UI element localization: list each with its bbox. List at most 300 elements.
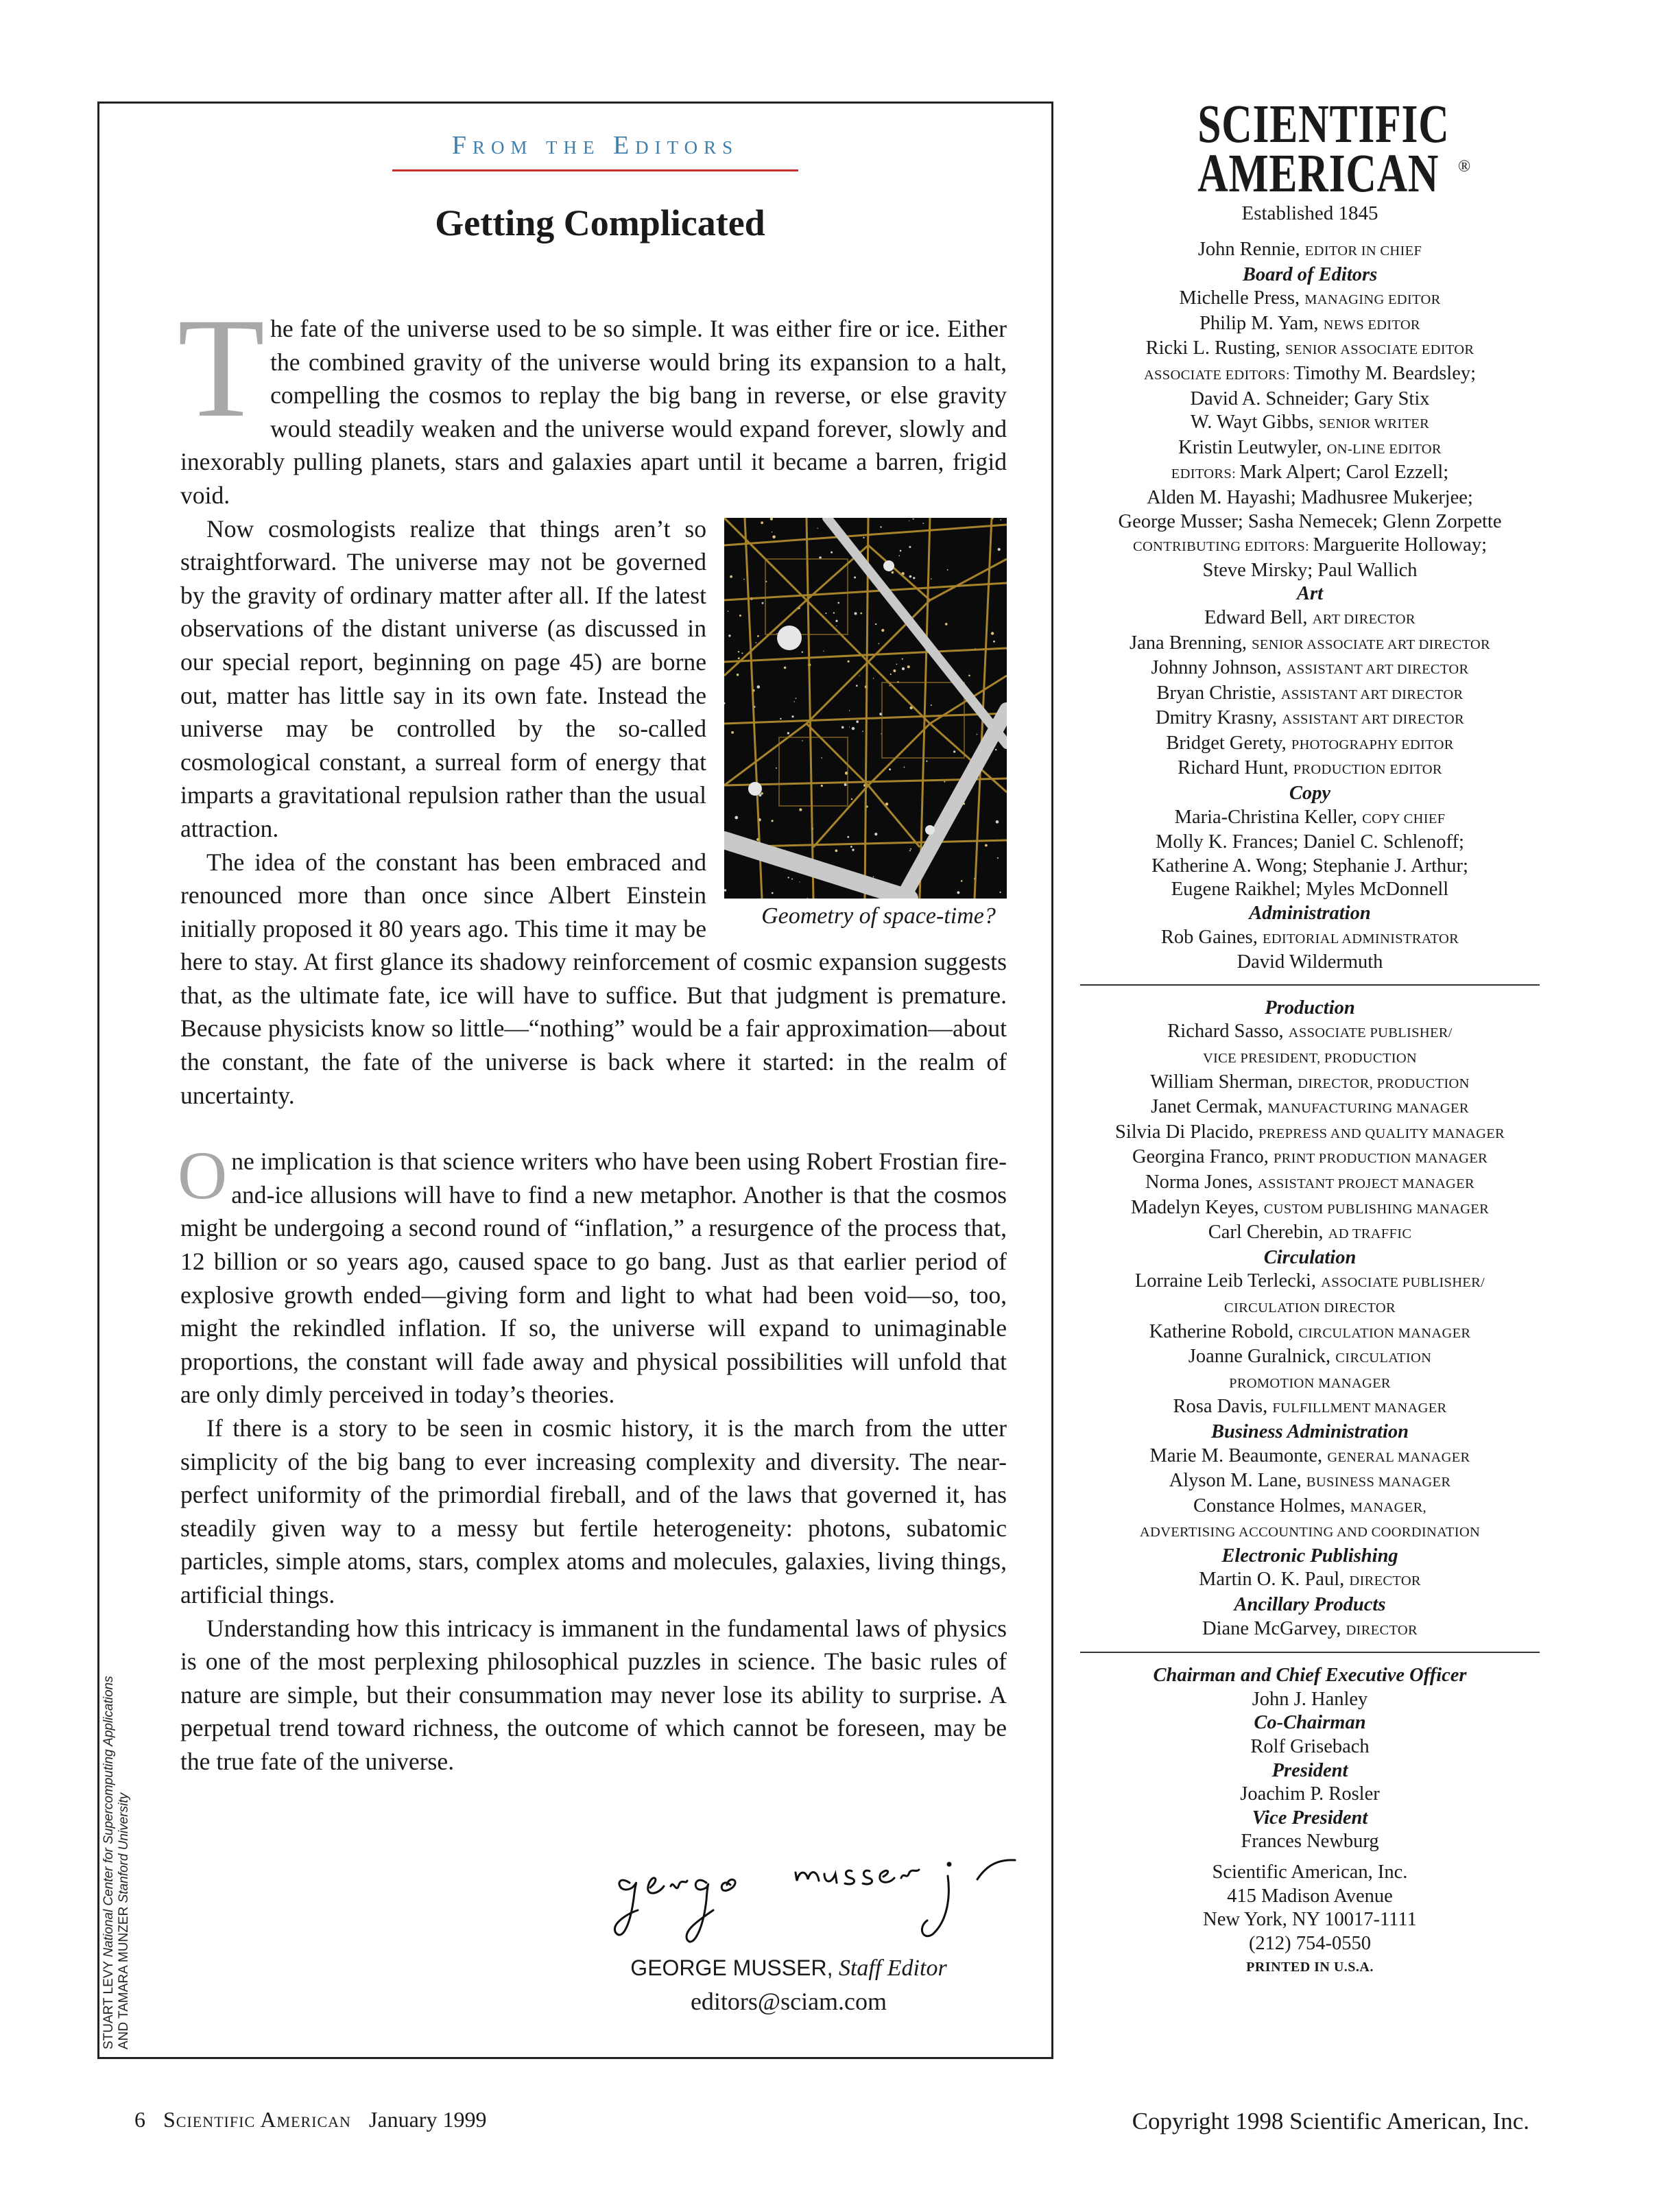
masthead-section-heading: Ancillary Products (1234, 1594, 1386, 1616)
masthead-staff-line (1070, 1370, 1550, 1396)
staff-role: SENIOR ASSOCIATE EDITOR (1285, 342, 1474, 358)
star-dot (904, 766, 905, 768)
star-dot (787, 732, 789, 734)
paragraph-1 (178, 289, 1007, 512)
masthead-staff-line (1070, 461, 1550, 486)
star-dot (910, 848, 911, 849)
staff-name: Martin O. K. Paul, (1199, 1569, 1350, 1591)
staff-name: Michelle Press, (1179, 287, 1305, 309)
star-dot (847, 835, 849, 837)
star-dot (893, 669, 896, 672)
masthead-section-heading: Copy (1289, 783, 1331, 805)
masthead-staff-line (1070, 831, 1550, 855)
masthead-staff-line (1070, 732, 1550, 757)
star-dot (838, 602, 840, 604)
kicker-underline (392, 169, 798, 171)
staff-name: William Sherman, (1150, 1071, 1298, 1093)
star-dot (873, 876, 874, 877)
staff-role: MANAGER, (1350, 1499, 1426, 1515)
paragraph-3: The idea of the constant has been embraced and renounced more than once since Albert Einstein initially proposed it 80 years ago. This time it may be here to stay. At first glance its shadowy reinforcement of cosmic expansion suggests that, as the ultimate fate, ice will have to suffice. But that judgment is premature. Because physicists know so little—“nothing” would be a fair approximation—about the constant, the fate of the universe is back where it started: in the realm of uncertainty. (180, 848, 1007, 1109)
star-dot (835, 619, 837, 621)
masthead-staff-line (1070, 1395, 1550, 1420)
staff-role: EDITOR IN CHIEF (1304, 243, 1422, 259)
staff-name: Marie M. Beaumonte, (1149, 1444, 1328, 1466)
staff-name: Mark Alpert; Carol Ezzell; (1239, 462, 1449, 484)
star-dot (944, 781, 945, 782)
star-dot (848, 660, 850, 662)
star-dot (743, 578, 745, 580)
masthead-staff-line (1070, 362, 1550, 388)
masthead-section-heading: Circulation (1263, 1246, 1357, 1268)
star-dot (854, 576, 856, 578)
staff-name: Alyson M. Lane, (1169, 1470, 1306, 1492)
star-dot (836, 625, 837, 626)
staff-name: Frances Newburg (1241, 1831, 1379, 1853)
star-dot (772, 892, 774, 894)
staff-role: CIRCULATION DIRECTOR (1224, 1300, 1396, 1316)
staff-name: Joachim P. Rosler (1240, 1783, 1380, 1805)
star-dot (730, 575, 732, 578)
logo-line-2: AMERICAN (1197, 144, 1440, 204)
star-dot (856, 720, 859, 723)
star-dot (772, 535, 776, 538)
masthead-staff-line (1070, 1885, 1550, 1909)
star-dot (794, 701, 795, 702)
issue-date: January 1999 (368, 2107, 487, 2132)
logo-line-1: SCIENTIFIC (1197, 95, 1450, 154)
masthead-staff-line (1070, 411, 1550, 436)
staff-name: Steve Mirsky; Paul Wallich (1202, 559, 1418, 581)
masthead-staff-line (1070, 757, 1550, 782)
staff-role: SENIOR WRITER (1318, 416, 1430, 432)
staff-name: David Wildermuth (1237, 951, 1383, 973)
staff-role: PRINT PRODUCTION MANAGER (1273, 1151, 1488, 1167)
masthead-staff-line (1070, 1444, 1550, 1470)
staff-role: ON-LINE EDITOR (1326, 441, 1442, 457)
masthead-staff-line (1070, 1270, 1550, 1295)
star-dot (993, 640, 995, 642)
star-dot (772, 820, 774, 822)
star-dot (738, 651, 739, 652)
masthead-divider (1080, 984, 1540, 986)
star-dot (947, 569, 948, 570)
star-dot (784, 666, 787, 669)
staff-role: MANUFACTURING MANAGER (1267, 1101, 1469, 1117)
masthead-staff-line (1070, 510, 1550, 534)
masthead-section-heading: Administration (1249, 903, 1371, 925)
star-dot (873, 678, 874, 679)
star-dot (889, 768, 891, 770)
article-headline: Getting Complicated (435, 202, 765, 243)
star-dot (791, 878, 793, 879)
editor-email: editors@sciam.com (690, 1988, 887, 2015)
star-dot (852, 726, 855, 729)
staff-role: EDITORS: (1171, 466, 1240, 482)
author-title: Staff Editor (838, 1955, 947, 1981)
star-dot (1001, 519, 1002, 521)
masthead-section-heading: Vice President (1252, 1807, 1368, 1829)
masthead-section-heading: President (1271, 1759, 1348, 1781)
staff-name: Carl Cherebin, (1208, 1222, 1328, 1244)
staff-name: Johnny Johnson, (1151, 657, 1287, 679)
star-dot (977, 733, 978, 735)
paragraph-4 (178, 1137, 1007, 1412)
printed-in-notice: PRINTED IN U.S.A. (1246, 1960, 1374, 1975)
staff-name: (212) 754-0550 (1248, 1932, 1372, 1954)
star-dot (761, 792, 763, 794)
star-dot (961, 880, 963, 882)
masthead-staff-line (1070, 656, 1550, 682)
star-dot (835, 849, 838, 852)
page-footer-left (134, 2104, 486, 2134)
staff-name: Alden M. Hayashi; Madhusree Mukerjee; (1147, 486, 1473, 508)
section-break (180, 1112, 1007, 1145)
masthead-staff-line (1070, 1020, 1550, 1045)
masthead-staff-line (1070, 951, 1550, 975)
staff-role: PREPRESS AND QUALITY MANAGER (1258, 1126, 1505, 1141)
star-dot (879, 643, 880, 644)
masthead-staff-line (1070, 1495, 1550, 1520)
star-dot (799, 881, 800, 882)
staff-role: ASSISTANT ART DIRECTOR (1280, 687, 1464, 702)
masthead-staff-line (1070, 1783, 1550, 1807)
staff-role: PRODUCTION EDITOR (1293, 762, 1442, 778)
masthead-staff-line (1070, 1568, 1550, 1593)
staff-role: COPY CHIEF (1362, 811, 1446, 826)
staff-name: Kristin Leutwyler, (1178, 436, 1327, 458)
star-dot (991, 632, 994, 634)
star-dot (791, 715, 793, 717)
staff-name: Scientific American, Inc. (1212, 1862, 1408, 1883)
staff-role: ASSOCIATE PUBLISHER/ (1321, 1275, 1485, 1291)
star-dot (737, 674, 739, 676)
staff-name: Dmitry Krasny, (1156, 707, 1282, 729)
staff-role: ASSISTANT ART DIRECTOR (1286, 662, 1469, 678)
star-dot (731, 731, 734, 734)
star-dot (735, 816, 738, 819)
staff-name: Richard Hunt, (1178, 757, 1293, 779)
staff-name: John J. Hanley (1252, 1688, 1368, 1710)
star-dot (802, 740, 803, 741)
staff-role: DIRECTOR (1349, 1573, 1421, 1589)
masthead-staff-line (1070, 1617, 1550, 1643)
staff-name: Jana Brenning, (1130, 632, 1252, 654)
paragraph-2-text: Now cosmologists realize that things aren’t so straightforward. The universe may not be governed by the gravity of ordinary matter after all. If the latest observations of the distant universe (as discussed in our special report, beginning on page 45) are borne out, matter has little say in its own fate. Instead the universe may be controlled by the so-called cosmological constant, a surreal form of energy that imparts a gravitational repulsion rather than the usual attraction. (180, 514, 706, 842)
star-dot (913, 577, 915, 579)
staff-name: Georgina Franco, (1132, 1146, 1274, 1168)
star-dot (841, 726, 844, 728)
masthead-section-heading: Production (1265, 997, 1355, 1019)
staff-role: ASSISTANT PROJECT MANAGER (1257, 1176, 1474, 1191)
star-dot (762, 602, 764, 604)
star-dot (849, 726, 850, 727)
staff-name: Ricki L. Rusting, (1145, 337, 1286, 359)
star-dot (899, 555, 900, 556)
credit-name-1: STUART LEVY (101, 1960, 116, 2049)
staff-name: George Musser; Sasha Nemecek; Glenn Zorpette (1118, 510, 1502, 532)
masthead-staff-line (1070, 1735, 1550, 1759)
staff-name: Marguerite Holloway; (1313, 534, 1488, 556)
figure (724, 518, 1007, 931)
staff-name: Philip M. Yam, (1199, 312, 1324, 334)
masthead-staff-line (1070, 238, 1550, 263)
star-dot (881, 628, 884, 631)
staff-name: Norma Jones, (1145, 1171, 1258, 1193)
staff-role: DIRECTOR, PRODUCTION (1298, 1075, 1470, 1091)
masthead-section-heading: Chairman and Chief Executive Officer (1153, 1665, 1467, 1687)
star-dot (909, 546, 911, 548)
masthead-staff-line (1070, 1345, 1550, 1370)
staff-name: Madelyn Keyes, (1130, 1196, 1264, 1218)
star-dot (757, 635, 759, 637)
staff-name: Edward Bell, (1204, 606, 1313, 628)
staff-role: VICE PRESIDENT, PRODUCTION (1202, 1051, 1418, 1066)
drop-cap-o: O (178, 1137, 228, 1214)
star-dot (931, 578, 932, 580)
star-dot (995, 748, 996, 750)
star-dot (833, 612, 835, 613)
article-body (178, 289, 1007, 1779)
star-dot (825, 613, 826, 614)
staff-role: GENERAL MANAGER (1327, 1449, 1470, 1465)
masthead-staff-line (1070, 878, 1550, 902)
masthead-staff-line (1070, 1320, 1550, 1346)
masthead-staff-line (1070, 1071, 1550, 1096)
star-dot (892, 571, 894, 573)
star-dot (953, 750, 955, 752)
masthead-staff-line (1070, 337, 1550, 362)
staff-role: NEWS EDITOR (1323, 317, 1420, 333)
star-dot (997, 857, 999, 858)
staff-name: Timothy M. Beardsley; (1293, 362, 1477, 384)
masthead-staff-line (1070, 1121, 1550, 1146)
credit-affiliation-1: National Center for Supercomputing Applications (101, 1676, 116, 1958)
staff-name: W. Wayt Gibbs, (1190, 412, 1319, 433)
section-kicker: From the Editors (451, 131, 739, 160)
masthead-staff-line (1070, 926, 1550, 951)
staff-name: Bridget Gerety, (1166, 732, 1291, 754)
established-line: Established 1845 (1241, 202, 1378, 224)
masthead-staff-line (1070, 706, 1550, 732)
star-dot (862, 730, 863, 732)
masthead-staff-line (1070, 388, 1550, 412)
star-dot (757, 685, 761, 689)
star-dot (807, 897, 808, 898)
credit-affiliation-2: Stanford University (117, 1792, 131, 1903)
masthead-staff-line (1070, 1295, 1550, 1320)
staff-name: Katherine Robold, (1149, 1320, 1299, 1342)
staff-role: ADVERTISING ACCOUNTING AND COORDINATION (1139, 1525, 1481, 1541)
staff-role: DIRECTOR (1346, 1622, 1418, 1638)
star-dot (761, 521, 763, 524)
masthead-staff-line (1070, 1221, 1550, 1246)
page-number: 6 (134, 2107, 145, 2132)
star-dot (728, 634, 730, 637)
star-dot (926, 760, 927, 761)
masthead-staff-line (1070, 1196, 1550, 1222)
masthead-staff-line (1070, 682, 1550, 707)
space-time-lattice-image (724, 518, 1007, 899)
star-dot (902, 658, 903, 659)
masthead-staff-line (1070, 1830, 1550, 1854)
paragraph-1-text: he fate of the universe used to be so simple. It was either fire or ice. Either the combined gravity of the universe would bring its expansion to a halt, compelling the cosmos to replay the big bang in reverse, or else gravity would steadily weaken and the universe would expand forever, slowly and inexorably pulling planets, stars and galaxies apart until it became a barren, frigid void. (180, 315, 1007, 509)
staff-name: Silvia Di Placido, (1114, 1121, 1258, 1143)
star-dot (913, 518, 914, 519)
staff-role: ASSISTANT ART DIRECTOR (1282, 712, 1464, 728)
masthead-section-heading: Board of Editors (1242, 263, 1378, 285)
masthead-staff-line (1070, 1469, 1550, 1495)
star-dot (896, 663, 898, 665)
staff-role: SENIOR ASSOCIATE ART DIRECTOR (1252, 637, 1490, 652)
star-dot (780, 717, 781, 719)
star-dot (756, 642, 757, 643)
masthead-staff-line (1070, 534, 1550, 559)
masthead-staff-line (1070, 1908, 1550, 1932)
star-dot (855, 612, 857, 615)
star-dot (945, 623, 948, 626)
star-dot (874, 833, 877, 835)
staff-role: EDITORIAL ADMINISTRATOR (1262, 931, 1459, 947)
masthead-staff-line (1070, 287, 1550, 312)
star-dot (957, 891, 959, 894)
star-dot (741, 652, 743, 654)
star-dot (923, 523, 924, 524)
masthead-staff-line (1070, 632, 1550, 657)
staff-name: Constance Holmes, (1193, 1495, 1350, 1517)
star-dot (821, 757, 822, 759)
star-dot (890, 673, 892, 674)
masthead-divider (1080, 1652, 1540, 1653)
staff-role: CONTRIBUTING EDITORS: (1132, 539, 1313, 555)
staff-role: ART DIRECTOR (1312, 611, 1416, 627)
star-dot (728, 610, 729, 612)
staff-list (1070, 238, 1550, 1979)
staff-role: MANAGING EDITOR (1304, 292, 1441, 308)
staff-name: Maria-Christina Keller, (1174, 806, 1363, 828)
masthead-staff-line (1070, 1932, 1550, 1956)
star-dot (889, 685, 891, 687)
star-dot (738, 657, 740, 659)
figure-caption: Geometry of space-time? (761, 903, 996, 929)
masthead-staff-line (1070, 1688, 1550, 1712)
masthead-section-heading: Art (1296, 583, 1324, 605)
star-dot (823, 650, 824, 651)
star-dot (831, 551, 833, 553)
star-dot (880, 526, 881, 527)
credit-name-2: AND TAMARA MUNZER (117, 1906, 131, 2049)
staff-role: CUSTOM PUBLISHING MANAGER (1263, 1201, 1490, 1217)
star-dot (850, 846, 852, 848)
staff-name: New York, NY 10017-1111 (1203, 1909, 1417, 1931)
staff-name: Bryan Christie, (1156, 682, 1281, 704)
staff-role: ASSOCIATE EDITORS: (1143, 367, 1294, 383)
paragraph-5: If there is a story to be seen in cosmic history, it is the march from the utter simplicity of the big bang to ever increasing complexity and diversity. The near-perfect uniformity of the primordial fireball, and of the laws that governed it, has steadily given way to a messy but fertile heterogeneity: photons, subatomic particles, simple atoms, stars, complex atoms and molecules, galaxies, living things, artificial things. (180, 1414, 1007, 1608)
registered-mark: ® (1458, 158, 1471, 176)
paragraph-4-text: ne implication is that science writers who have been using Robert Frostian fire-and-ice allusions will have to find a new metaphor. Another is that the cosmos might be undergoing a second round of “inflation,” a resurgence of the process that, 12 billion or so years ago, caused space to go bang. Just as that earlier period of explosive growth ended—giving form and light to what had been void—so, too, might the rekindled inflation. If so, the universe will expand to unimaginable proportions, the constant will fade away and physical possibilities will unfold that are only dimly perceived in today’s theories. (180, 1147, 1007, 1409)
staff-name: Molly K. Frances; Daniel C. Schlenoff; (1156, 831, 1464, 853)
drop-cap-t: T (178, 289, 265, 447)
paragraph-2 (180, 512, 1007, 929)
staff-role: AD TRAFFIC (1328, 1226, 1412, 1242)
masthead-spacer (1070, 1854, 1550, 1861)
star-dot (968, 674, 970, 676)
star-dot (849, 710, 850, 711)
staff-role: ASSOCIATE PUBLISHER/ (1288, 1025, 1453, 1041)
star-dot (817, 527, 818, 528)
masthead-section-heading: Business Administration (1210, 1420, 1409, 1442)
author-name: GEORGE MUSSER, (630, 1955, 833, 1980)
star-dot (851, 798, 852, 799)
staff-name: Richard Sasso, (1167, 1021, 1289, 1043)
star-dot (909, 575, 912, 578)
star-dot (739, 615, 741, 617)
staff-name: Katherine A. Wong; Stephanie J. Arthur; (1151, 855, 1468, 877)
masthead-section-heading: Co-Chairman (1254, 1712, 1366, 1734)
publication-name: Scientific American (163, 2107, 351, 2132)
masthead-staff-line (1070, 312, 1550, 337)
paragraph-6: Understanding how this intricacy is immanent in the fundamental laws of physics is one of the most perplexing philosophical puzzles in science. The basic rules of nature are simple, but their consummation may never lose its ability to surprise. A perpetual trend toward richness, the outcome of which cannot be foreseen, may be the true fate of the universe. (180, 1614, 1007, 1775)
staff-name: Rob Gaines, (1160, 926, 1263, 948)
staff-name: Rolf Grisebach (1250, 1736, 1370, 1758)
staff-name: John Rennie, (1197, 239, 1305, 260)
staff-role: FULFILLMENT MANAGER (1272, 1401, 1447, 1416)
copyright-notice: Copyright 1998 Scientific American, Inc. (1132, 2108, 1529, 2134)
star-dot (909, 850, 911, 851)
masthead-staff-line (1070, 1095, 1550, 1121)
star-dot (863, 536, 864, 538)
masthead-section-heading: Electronic Publishing (1221, 1545, 1398, 1567)
masthead-staff-line (1070, 486, 1550, 510)
masthead-staff-line (1070, 1861, 1550, 1885)
masthead-staff-line (1070, 855, 1550, 879)
star-dot (788, 877, 789, 878)
masthead-staff-line (1070, 559, 1550, 583)
star-dot (900, 549, 902, 551)
staff-name: Janet Cermak, (1151, 1096, 1268, 1118)
masthead-staff-line (1070, 1519, 1550, 1545)
masthead-staff-line (1070, 1045, 1550, 1071)
staff-name: Eugene Raikhel; Myles McDonnell (1171, 879, 1449, 901)
masthead-staff-line (1070, 806, 1550, 831)
staff-role: PROMOTION MANAGER (1229, 1375, 1391, 1391)
staff-name: Diane McGarvey, (1202, 1617, 1346, 1639)
star-dot (998, 547, 1001, 550)
staff-name: David A. Schneider; Gary Stix (1190, 388, 1430, 409)
masthead-staff-line (1070, 1145, 1550, 1171)
staff-name: 415 Madison Avenue (1227, 1885, 1393, 1907)
staff-name: Rosa Davis, (1173, 1396, 1273, 1418)
star-dot (799, 808, 802, 811)
star-dot (902, 667, 905, 669)
staff-role: PHOTOGRAPHY EDITOR (1291, 737, 1454, 752)
staff-role: CIRCULATION (1335, 1351, 1432, 1366)
star-dot (796, 698, 797, 699)
star-dot (860, 612, 862, 614)
star-dot (931, 704, 932, 706)
staff-name: Lorraine Leib Terlecki, (1134, 1270, 1322, 1292)
star-dot (996, 820, 999, 824)
star-dot (844, 783, 847, 786)
masthead-staff-line (1070, 1171, 1550, 1196)
star-dot (907, 665, 910, 668)
handwritten-signature (610, 1845, 1036, 1955)
photo-credit (101, 1665, 132, 2049)
staff-name: Joanne Guralnick, (1188, 1346, 1336, 1368)
masthead-staff-line (1070, 436, 1550, 462)
star-dot (776, 767, 777, 768)
star-dot (802, 651, 803, 652)
author-line (583, 1953, 994, 1984)
